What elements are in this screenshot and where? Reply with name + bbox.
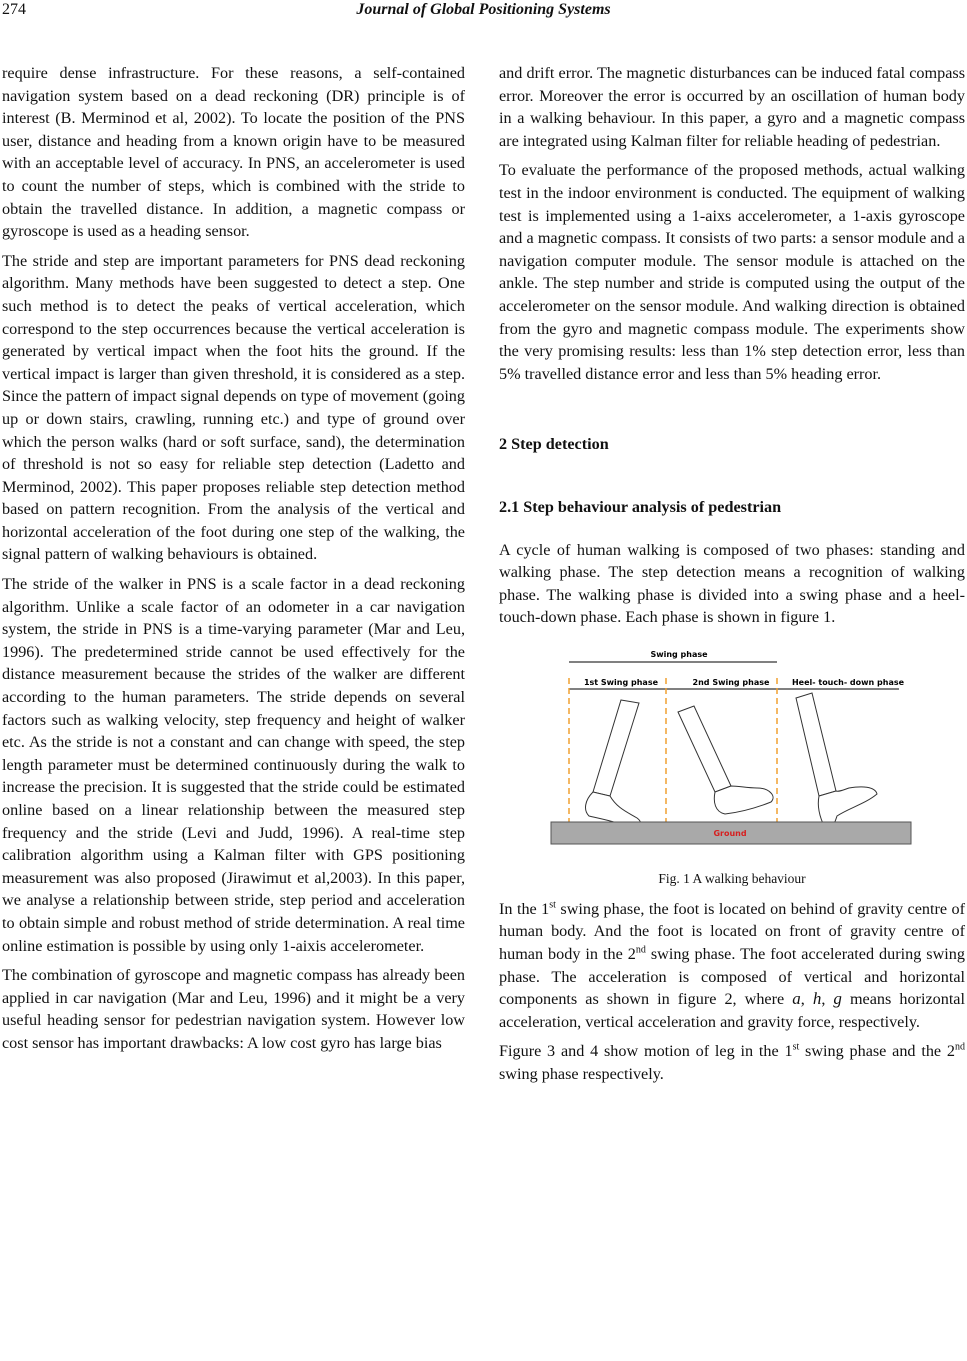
superscript: st: [549, 899, 556, 911]
phase3-label: Heel- touch- down phase: [791, 677, 905, 687]
paragraph: [499, 1040, 965, 1085]
phase1-label: 1st Swing phase: [583, 677, 659, 687]
paragraph: To evaluate the performance of the proposed methods, actual walking test in the indoor environment is conducted. The equipment of walking test is implemented using a 1-aixs accelerometer, a 1-axis gyroscope and a magnetic compass. It consists of two parts: a sensor module and a navigation computer module. The sensor module is attached on the ankle. The step number and stride is computed using the output of the accelerometer on the sensor module. And walking direction is obtained from the gyro and magnetic compass module. The experiments show the very promising results: less than 1% step detection error, less than 5% travelled distance error and less than 5% heading error.: [499, 161, 965, 383]
paragraph: and drift error. The magnetic disturbances can be induced fatal compass error. Moreover the error is occurred by an oscillation of human body in a walking behaviour. In this paper, a gyro and a magnetic compass are integrated using Kalman filter for reliable heading of pedestrian.: [499, 64, 965, 150]
superscript: nd: [635, 944, 646, 956]
phase2-label: 2nd Swing phase: [692, 677, 770, 687]
text-run: swing phase respectively.: [499, 1065, 664, 1084]
text-run: swing phase. The foot accelerated during swing phase. The acceleration is composed of vertical and horizontal components as shown in figure 2, where: [499, 945, 965, 1009]
figure-caption: Fig. 1 A walking behaviour: [658, 870, 806, 886]
paragraph: The stride and step are important parameters for PNS dead reckoning algorithm. Many methods have been suggested to detect a step. One such method is to detect the peaks of vertical acceleration, which correspond to the step occurrences because the vertical acceleration is generated by vertical impact when the foot hits the ground. If the vertical impact is larger than given threshold, it is considered as a step. Since the pattern of impact signal depends on type of movement (going up or down stairs, crawling, running etc.) and type of ground over which the person walks (hard or soft surface, sand), the determination of threshold is not so easy for reliable step detection (Ladetto and Merminod, 2002). This paper proposes reliable step detection method based on pattern recognition. From the analysis of the vertical and horizontal acceleration of the foot during one step of the walking, the signal pattern of walking behaviours is obtained.: [2, 251, 465, 564]
walking-diagram: [499, 636, 965, 868]
swing-phase-label: Swing phase: [650, 649, 708, 659]
text-run: swing phase, the foot is located on behind of gravity centre of human body. And the foot is located on front of gravity centre of human body in the 2: [499, 899, 965, 964]
math-variable-g: g: [833, 989, 842, 1009]
left-column: [2, 62, 465, 1062]
page-number: 274: [2, 1, 26, 18]
page-header: [0, 0, 967, 28]
leg-1st-swing: [586, 700, 641, 828]
superscript: st: [792, 1042, 800, 1054]
paragraph: The stride of the walker in PNS is a scale factor in a dead reckoning algorithm. Unlike a scale factor of an odometer in a car navigation system, the stride in PNS is a time-varying parameter (Mar and Leu, 1996). The predetermined stride cannot be used effectively for the distance measurement because the strides of the walker are different according to the human parameters. The stride depends on several factors such as walking velocity, step frequency and height of walker etc. As the stride is not a constant and can change with speed, the step length parameter must be determined continuously during the walk to increase the precision. It is suggested that the stride could be estimated online based on a linear relationship between the measured step frequency and the stride (Levi and Judd, 1996). A real-time step calibration algorithm using a Kalman filter with GPS positioning measurement was also proposed (Jirawimut et al,2003). In this paper, we analyse a relationship between stride, step period and acceleration to obtain simple and robust method of stride determination. A real time online estimation is possible by using only 1-aixis accelerometer.: [2, 575, 465, 955]
journal-title: Journal of Global Positioning Systems: [356, 1, 611, 18]
paragraph: A cycle of human walking is composed of two phases: standing and walking phase. The step detection means a recognition of walking phase. The walking phase is divided into a swing phase and a heel-touch-down phase. Each phase is shown in figure 1.: [499, 540, 965, 627]
text-run: swing phase and the 2: [799, 1042, 955, 1061]
paragraph: The combination of gyroscope and magnetic compass has already been applied in car navigation (Mar and Leu, 1996) and it might be a very useful heading sensor for pedestrian navigation system. However low cost sensor has important drawbacks: A low cost gyro has large bias: [2, 966, 465, 1052]
math-variable-a: a: [792, 989, 801, 1009]
paragraph: require dense infrastructure. For these reasons, a self-contained navigation system based on a dead reckoning (DR) principle is of interest (B. Merminod et al, 2002). To locate the position of the PNS user, distance and heading from a known origin have to be measured with an acceptable level of accuracy. In PNS, an accelerometer is used to count the number of steps, which is combined with the stride to obtain the travelled distance. In addition, a magnetic compass or gyroscope is used as a heading sensor.: [2, 64, 465, 241]
subsection-title: 2.1 Step behaviour analysis of pedestrian: [499, 497, 782, 516]
text-run: means horizontal acceleration, vertical acceleration and gravity force, respectively.: [499, 990, 965, 1031]
right-column: [499, 62, 965, 1093]
superscript: nd: [955, 1042, 965, 1054]
leg-heel-touch-down: [796, 693, 877, 828]
paragraph: In the 1st swing phase, the foot is located on behind of gravity centre of human body. And the foot is located on front of gravity centre of human body in the 2nd swing phase. The foot accelerated during swing phase. The acceleration is composed of vertical and horizontal components as shown in figure 2, where a, h, g means horizontal acceleration, vertical acceleration and gravity force, respectively.: [499, 899, 965, 1031]
figure-walking-behaviour: [499, 636, 965, 868]
text-run: In the 1: [499, 899, 550, 918]
section-title: 2 Step detection: [499, 435, 609, 454]
math-variable-h: h: [812, 989, 822, 1009]
leg-2nd-swing: [678, 706, 773, 814]
text-run: Figure 3 and 4 show motion of leg in the 1: [499, 1042, 793, 1061]
ground-label: Ground: [713, 828, 747, 838]
